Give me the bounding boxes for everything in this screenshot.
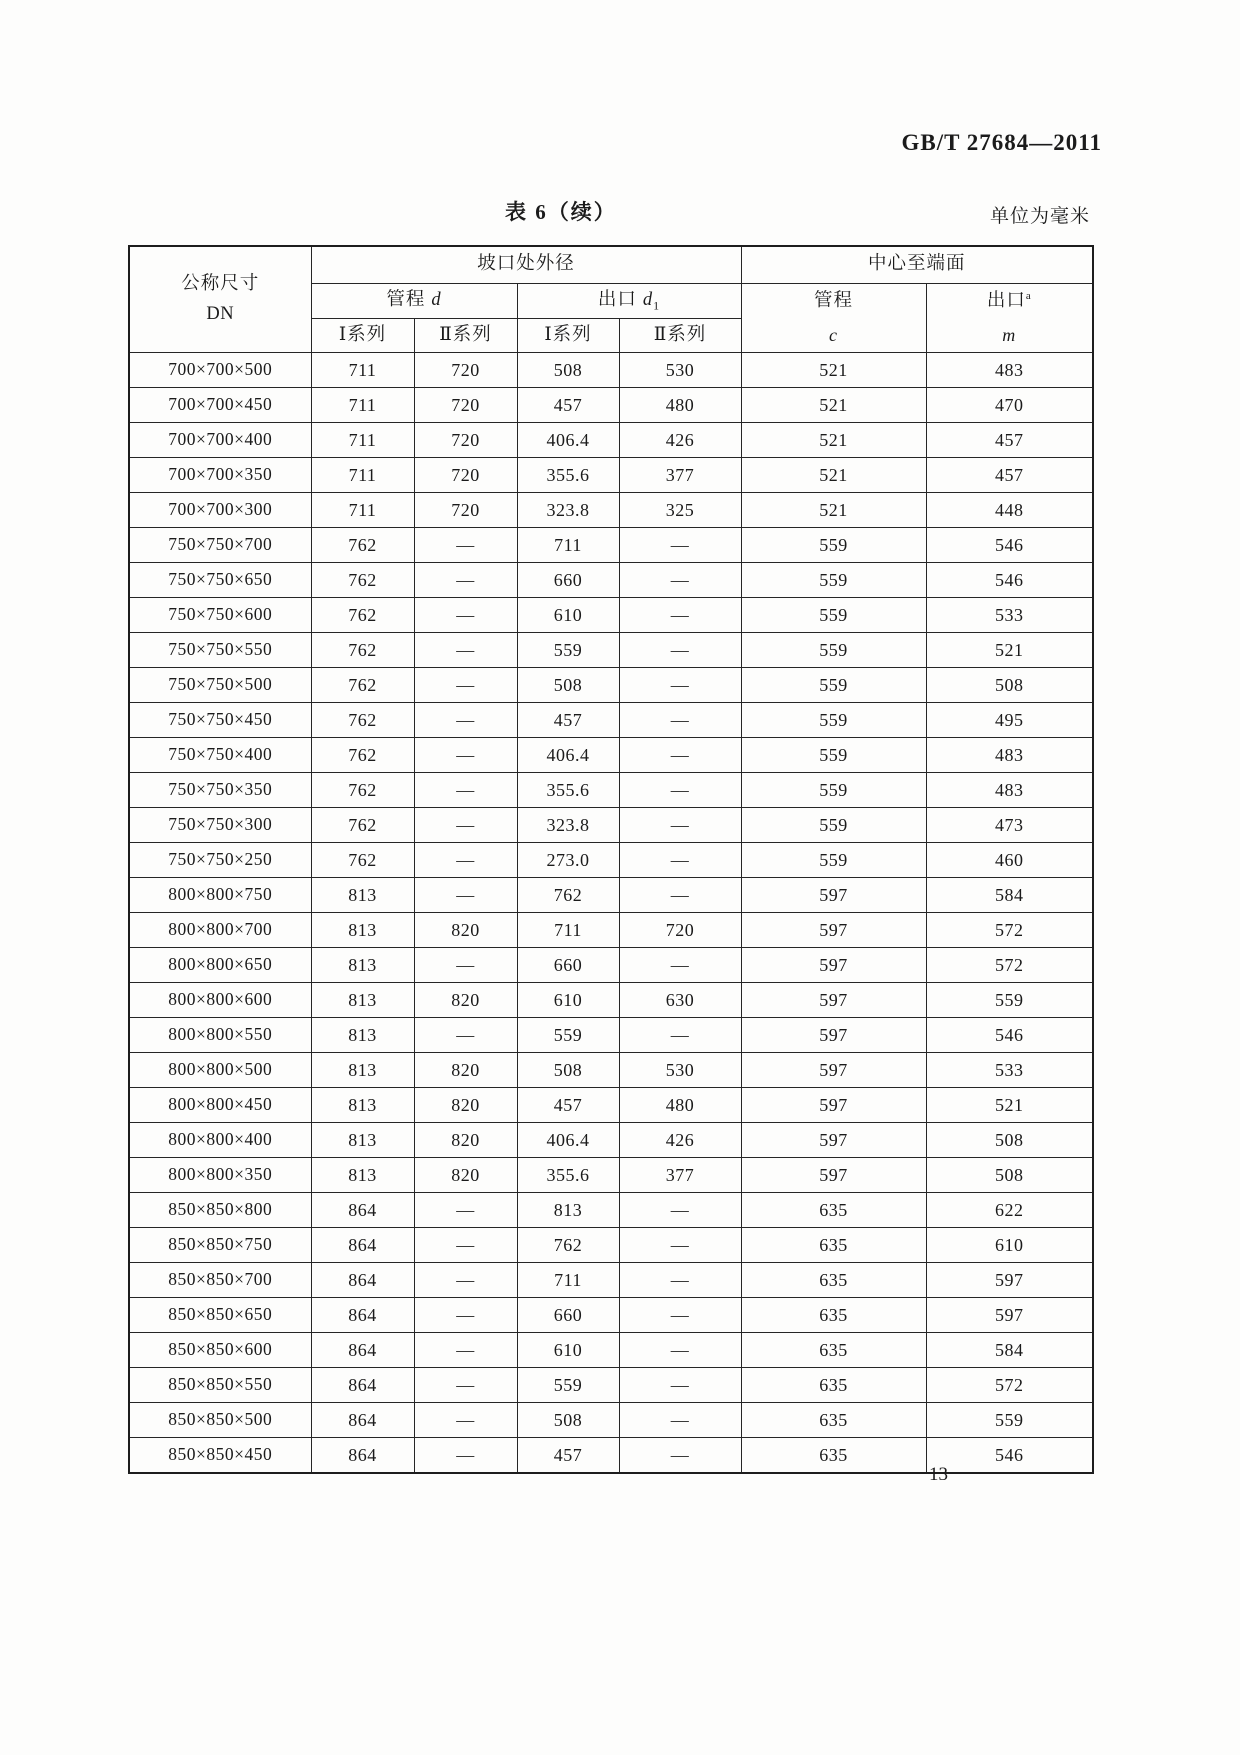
header-nominal-size: 公称尺寸 DN [129,246,311,353]
value-cell: 377 [619,458,741,493]
dn-cell: 750×750×300 [129,808,311,843]
value-cell: 480 [619,388,741,423]
value-cell: 325 [619,493,741,528]
value-cell: — [414,1403,517,1438]
page-number: 13 [929,1464,948,1485]
header-group-bevel-od: 坡口处外径 [311,246,741,284]
value-cell: 762 [311,808,414,843]
value-cell: 711 [517,1263,619,1298]
value-cell: — [414,808,517,843]
value-cell: — [619,1333,741,1368]
table-row [129,1123,1093,1158]
value-cell: 762 [311,738,414,773]
value-cell: — [619,563,741,598]
value-cell: — [619,633,741,668]
value-cell: 559 [741,633,926,668]
value-cell: 813 [311,983,414,1018]
value-cell: 521 [741,493,926,528]
value-cell: 460 [926,843,1093,878]
value-cell: 584 [926,878,1093,913]
header-group-center-to-end: 中心至端面 [741,246,1093,284]
value-cell: 480 [619,1088,741,1123]
value-cell: 720 [414,458,517,493]
table-row [129,878,1093,913]
value-cell: — [619,1228,741,1263]
value-cell: 635 [741,1438,926,1474]
value-cell: 355.6 [517,458,619,493]
value-cell: 597 [741,1123,926,1158]
value-cell: — [619,668,741,703]
dn-cell: 850×850×800 [129,1193,311,1228]
value-cell: — [619,1368,741,1403]
value-cell: 508 [517,1403,619,1438]
table-row [129,913,1093,948]
table-row [129,808,1093,843]
value-cell: 559 [517,633,619,668]
value-cell: 711 [311,493,414,528]
value-cell: 864 [311,1298,414,1333]
value-cell: — [414,1368,517,1403]
value-cell: 864 [311,1193,414,1228]
header-series-1-outlet: Ⅰ系列 [517,319,619,353]
value-cell: — [414,1333,517,1368]
value-cell: 813 [311,1018,414,1053]
table-row [129,843,1093,878]
value-cell: 762 [517,878,619,913]
table-row [129,1053,1093,1088]
dn-cell: 800×800×650 [129,948,311,983]
value-cell: 457 [926,423,1093,458]
dn-cell: 850×850×700 [129,1263,311,1298]
value-cell: 473 [926,808,1093,843]
dn-cell: 850×850×450 [129,1438,311,1474]
value-cell: 483 [926,353,1093,388]
value-cell: 530 [619,353,741,388]
dn-cell: 800×800×450 [129,1088,311,1123]
value-cell: 521 [741,423,926,458]
value-cell: 711 [311,458,414,493]
value-cell: — [619,808,741,843]
value-cell: 610 [926,1228,1093,1263]
value-cell: 559 [741,703,926,738]
value-cell: 546 [926,563,1093,598]
value-cell: 820 [414,1053,517,1088]
value-cell: — [414,668,517,703]
value-cell: 559 [741,528,926,563]
value-cell: 457 [517,1088,619,1123]
dn-cell: 850×850×650 [129,1298,311,1333]
dn-cell: 700×700×450 [129,388,311,423]
header-series-2-outlet: Ⅱ系列 [619,319,741,353]
table-row [129,1018,1093,1053]
value-cell: 572 [926,1368,1093,1403]
value-cell: 864 [311,1403,414,1438]
value-cell: 546 [926,1018,1093,1053]
value-cell: 820 [414,1158,517,1193]
dn-cell: 750×750×700 [129,528,311,563]
value-cell: 711 [311,388,414,423]
value-cell: 470 [926,388,1093,423]
value-cell: — [619,1193,741,1228]
value-cell: — [414,1298,517,1333]
value-cell: 406.4 [517,423,619,458]
value-cell: 660 [517,1298,619,1333]
value-cell: — [414,948,517,983]
dn-cell: 750×750×400 [129,738,311,773]
table-row [129,738,1093,773]
value-cell: 720 [414,353,517,388]
value-cell: 559 [741,668,926,703]
value-cell: — [414,1438,517,1474]
value-cell: 323.8 [517,493,619,528]
value-cell: 813 [311,1053,414,1088]
dn-cell: 800×800×550 [129,1018,311,1053]
value-cell: — [414,598,517,633]
value-cell: 323.8 [517,808,619,843]
value-cell: — [414,703,517,738]
value-cell: 355.6 [517,773,619,808]
value-cell: 559 [741,598,926,633]
value-cell: 635 [741,1298,926,1333]
value-cell: 572 [926,913,1093,948]
value-cell: 630 [619,983,741,1018]
value-cell: — [414,1018,517,1053]
value-cell: 820 [414,1123,517,1158]
value-cell: 610 [517,1333,619,1368]
value-cell: 508 [517,1053,619,1088]
table-row [129,983,1093,1018]
value-cell: — [619,948,741,983]
table-row [129,1403,1093,1438]
table-row [129,1228,1093,1263]
value-cell: 711 [311,353,414,388]
value-cell: — [619,1018,741,1053]
header-series-2-run: Ⅱ系列 [414,319,517,353]
value-cell: 660 [517,948,619,983]
value-cell: 813 [311,1088,414,1123]
table-row [129,598,1093,633]
value-cell: — [619,773,741,808]
value-cell: 559 [741,563,926,598]
value-cell: 597 [741,1088,926,1123]
value-cell: 508 [926,1158,1093,1193]
value-cell: 720 [414,493,517,528]
table-row [129,388,1093,423]
value-cell: 521 [926,633,1093,668]
header-series-1-run: Ⅰ系列 [311,319,414,353]
table-row [129,1263,1093,1298]
value-cell: 635 [741,1193,926,1228]
value-cell: 597 [741,1158,926,1193]
table-row [129,528,1093,563]
value-cell: 813 [311,878,414,913]
table-body [129,353,1093,1474]
value-cell: — [619,528,741,563]
dn-cell: 750×750×600 [129,598,311,633]
value-cell: 813 [311,1123,414,1158]
table-row [129,773,1093,808]
value-cell: 864 [311,1263,414,1298]
dn-cell: 800×800×400 [129,1123,311,1158]
value-cell: 508 [926,1123,1093,1158]
table-row [129,353,1093,388]
table-row [129,1088,1093,1123]
value-cell: 508 [517,668,619,703]
value-cell: 597 [741,913,926,948]
value-cell: 720 [619,913,741,948]
table-header [129,246,1093,353]
value-cell: 448 [926,493,1093,528]
value-cell: 406.4 [517,738,619,773]
value-cell: 457 [517,388,619,423]
value-cell: 597 [926,1263,1093,1298]
value-cell: 559 [926,983,1093,1018]
value-cell: 559 [741,808,926,843]
dn-cell: 750×750×650 [129,563,311,598]
value-cell: 559 [517,1018,619,1053]
dn-cell: 700×700×400 [129,423,311,458]
value-cell: 546 [926,528,1093,563]
value-cell: 864 [311,1368,414,1403]
value-cell: 820 [414,1088,517,1123]
value-cell: 635 [741,1368,926,1403]
value-cell: 559 [741,843,926,878]
value-cell: — [414,528,517,563]
dn-cell: 750×750×250 [129,843,311,878]
value-cell: 635 [741,1333,926,1368]
value-cell: 457 [517,1438,619,1474]
value-cell: 762 [311,773,414,808]
value-cell: 813 [311,948,414,983]
value-cell: — [619,598,741,633]
value-cell: 377 [619,1158,741,1193]
unit-note: 单位为毫米 [989,206,1090,227]
value-cell: 635 [741,1228,926,1263]
value-cell: 762 [311,598,414,633]
table-title: 表 6（续） [505,200,617,224]
table-row [129,1333,1093,1368]
value-cell: 521 [926,1088,1093,1123]
value-cell: 610 [517,598,619,633]
dn-cell: 850×850×750 [129,1228,311,1263]
table-row [129,423,1093,458]
value-cell: 660 [517,563,619,598]
value-cell: 426 [619,1123,741,1158]
value-cell: — [619,878,741,913]
value-cell: 559 [741,773,926,808]
value-cell: — [414,1228,517,1263]
value-cell: 762 [311,843,414,878]
value-cell: 597 [741,1018,926,1053]
value-cell: — [619,1438,741,1474]
value-cell: 864 [311,1333,414,1368]
table-row [129,948,1093,983]
dn-cell: 800×800×350 [129,1158,311,1193]
value-cell: 762 [311,668,414,703]
value-cell: 610 [517,983,619,1018]
value-cell: 521 [741,353,926,388]
dn-cell: 700×700×300 [129,493,311,528]
value-cell: 546 [926,1438,1093,1474]
value-cell: 864 [311,1438,414,1474]
value-cell: 533 [926,1053,1093,1088]
value-cell: 521 [741,458,926,493]
table-row [129,633,1093,668]
standard-number: GB/T 27684—2011 [901,130,1102,155]
value-cell: 559 [517,1368,619,1403]
dn-cell: 850×850×550 [129,1368,311,1403]
value-cell: 720 [414,423,517,458]
value-cell: 762 [311,633,414,668]
value-cell: 813 [517,1193,619,1228]
dn-cell: 800×800×600 [129,983,311,1018]
value-cell: 457 [517,703,619,738]
dn-cell: 750×750×350 [129,773,311,808]
value-cell: 820 [414,983,517,1018]
table-row [129,563,1093,598]
value-cell: 720 [414,388,517,423]
value-cell: 711 [311,423,414,458]
value-cell: 597 [741,878,926,913]
value-cell: — [619,1403,741,1438]
dn-cell: 850×850×500 [129,1403,311,1438]
value-cell: — [414,738,517,773]
value-cell: — [414,563,517,598]
value-cell: — [414,878,517,913]
table-row [129,1438,1093,1474]
dn-cell: 800×800×750 [129,878,311,913]
value-cell: 483 [926,738,1093,773]
table-row [129,1158,1093,1193]
table-row [129,668,1093,703]
value-cell: 864 [311,1228,414,1263]
value-cell: 508 [926,668,1093,703]
value-cell: 559 [741,738,926,773]
value-cell: 635 [741,1263,926,1298]
value-cell: — [619,738,741,773]
value-cell: 584 [926,1333,1093,1368]
value-cell: — [414,843,517,878]
value-cell: 559 [926,1403,1093,1438]
value-cell: 635 [741,1403,926,1438]
value-cell: 521 [741,388,926,423]
value-cell: — [414,1193,517,1228]
value-cell: 597 [741,948,926,983]
value-cell: 273.0 [517,843,619,878]
value-cell: — [619,843,741,878]
dn-cell: 800×800×700 [129,913,311,948]
value-cell: — [414,1263,517,1298]
value-cell: 711 [517,528,619,563]
value-cell: 762 [311,563,414,598]
value-cell: — [414,633,517,668]
dn-cell: 750×750×500 [129,668,311,703]
dn-cell: 700×700×500 [129,353,311,388]
header-run-d: 管程 d [311,284,517,319]
dn-cell: 750×750×450 [129,703,311,738]
dn-cell: 750×750×550 [129,633,311,668]
value-cell: 406.4 [517,1123,619,1158]
header-run-c: 管程 c [741,284,926,353]
header-outlet-d1: 出口 $d_1$ [517,284,741,319]
value-cell: 457 [926,458,1093,493]
dimension-table [128,245,1094,1474]
value-cell: 533 [926,598,1093,633]
value-cell: 355.6 [517,1158,619,1193]
dn-cell: 700×700×350 [129,458,311,493]
value-cell: 530 [619,1053,741,1088]
header-outlet-m: 出口$^a$ m [926,284,1093,353]
dn-cell: 800×800×500 [129,1053,311,1088]
value-cell: 813 [311,1158,414,1193]
value-cell: 711 [517,913,619,948]
value-cell: 495 [926,703,1093,738]
value-cell: 508 [517,353,619,388]
value-cell: 762 [311,528,414,563]
value-cell: 813 [311,913,414,948]
table-row [129,1368,1093,1403]
table-row [129,703,1093,738]
value-cell: 820 [414,913,517,948]
value-cell: 597 [926,1298,1093,1333]
table-row [129,1298,1093,1333]
table-row [129,493,1093,528]
value-cell: — [619,1298,741,1333]
value-cell: 622 [926,1193,1093,1228]
value-cell: 762 [311,703,414,738]
value-cell: 572 [926,948,1093,983]
table-row [129,458,1093,493]
value-cell: 597 [741,1053,926,1088]
value-cell: 426 [619,423,741,458]
dn-cell: 850×850×600 [129,1333,311,1368]
value-cell: — [414,773,517,808]
value-cell: 597 [741,983,926,1018]
value-cell: 762 [517,1228,619,1263]
value-cell: — [619,703,741,738]
table-row [129,1193,1093,1228]
value-cell: 483 [926,773,1093,808]
value-cell: — [619,1263,741,1298]
